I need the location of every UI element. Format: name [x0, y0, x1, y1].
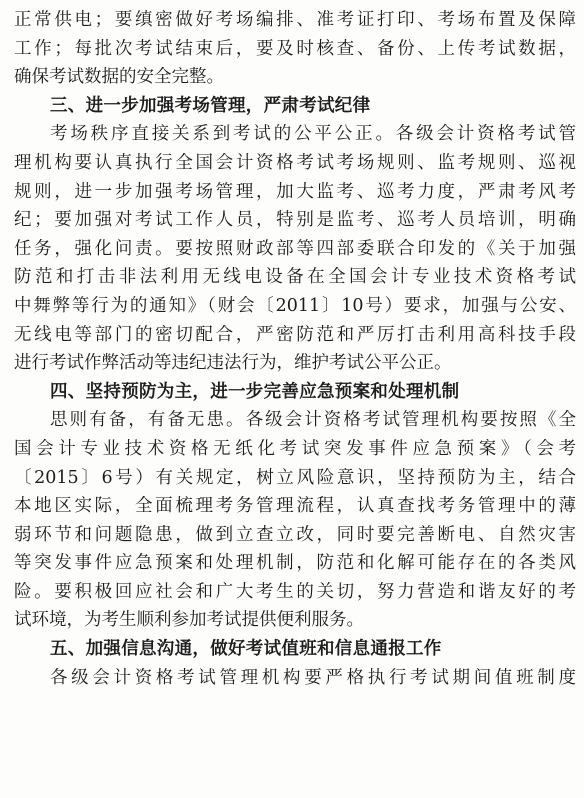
text-line: 工作；每批次考试结束后，要及时核查、备份、上传考试数据，	[14, 38, 576, 59]
text-line: 纪；要加强对考试工作人员，特别是监考、巡考人员培训，明确	[14, 210, 576, 231]
paragraph-exam-discipline	[14, 120, 576, 377]
text-line: 防范和打击非法利用无线电设备在全国会计专业技术资格考试	[14, 267, 576, 288]
text-line: 正常供电；要缜密做好考场编排、准考证打印、考场布置及保障	[14, 10, 576, 30]
section-heading-3: 三、进一步加强考场管理，严肃考试纪律	[50, 95, 371, 116]
section-heading-5: 五、加强信息沟通，做好考试值班和信息通报工作	[50, 639, 442, 660]
text-line: 进行考试作弊活动等违纪违法行为，维护考试公平公正。	[14, 353, 452, 374]
text-line: 试环境，为考生顺利参加考试提供便利服务。	[14, 610, 364, 631]
text-line: 理机构要认真执行全国会计资格考试考场规则、监考规则、巡视	[14, 152, 576, 173]
text-line: 〔2015〕6号）有关规定，树立风险意识，坚持预防为主，结合	[14, 467, 576, 488]
text-line: 无线电等部门的密切配合，严密防范和严厉打击利用高科技手段	[14, 324, 576, 345]
paragraph-continuation	[14, 6, 576, 92]
text-line: 险。要积极回应社会和广大考生的关切，努力营造和谐友好的考	[14, 581, 576, 602]
paragraph-duty-system	[14, 664, 576, 693]
document-body	[14, 6, 576, 692]
text-line: 确保考试数据的安全完整。	[14, 67, 224, 88]
text-line: 本地区实际，全面梳理考务管理流程，认真查找考务管理中的薄	[14, 496, 576, 517]
text-line: 国会计专业技术资格无纸化考试突发事件应急预案》（会考	[14, 438, 576, 459]
text-line: 弱环节和问题隐患，做到立查立改，同时要完善断电、自然灾害	[14, 524, 576, 545]
paragraph-emergency-plan	[14, 406, 576, 635]
text-line: 任务，强化问责。要按照财政部等四部委联合印发的《关于加强	[14, 238, 576, 259]
section-heading-4: 四、坚持预防为主，进一步完善应急预案和处理机制	[50, 381, 460, 402]
text-line: 考场秩序直接关系到考试的公平公正。各级会计资格考试管	[50, 124, 576, 145]
text-line: 规则，进一步加强考场管理，加大监考、巡考力度，严肃考风考	[14, 181, 576, 202]
text-line: 中舞弊等行为的通知》（财会〔2011〕10号）要求，加强与公安、	[14, 295, 576, 316]
text-line: 思则有备，有备无患。各级会计资格考试管理机构要按照《全	[50, 410, 576, 431]
text-line: 等突发事件应急预案和处理机制，防范和化解可能存在的各类风	[14, 553, 576, 574]
text-line: 各级会计资格考试管理机构要严格执行考试期间值班制度	[50, 667, 576, 688]
